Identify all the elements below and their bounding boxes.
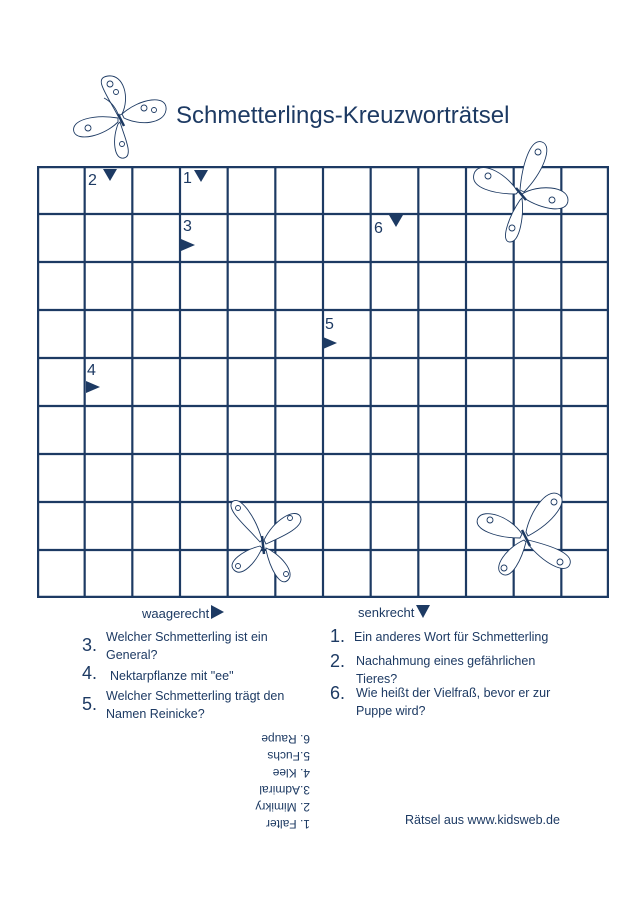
across-label: waagerecht xyxy=(142,606,210,621)
answer-item: 1. Falter xyxy=(265,817,310,831)
butterfly-illustration xyxy=(64,70,176,162)
clue-number: 2. xyxy=(330,651,346,671)
butterfly-illustration xyxy=(470,486,580,584)
answer-item: 2. Mimikry xyxy=(255,800,310,814)
answer-key xyxy=(240,728,310,832)
grid-number-3: 3 xyxy=(183,218,192,235)
across-clue-4 xyxy=(82,665,312,685)
down-clue-1 xyxy=(330,628,590,648)
clue-text: Nachahmung eines gefährlichen Tieres? xyxy=(356,654,536,686)
clue-number: 3. xyxy=(82,635,98,655)
clue-text: Welcher Schmetterling trägt den Namen Reinicke? xyxy=(106,689,285,721)
across-clue-3 xyxy=(82,628,312,664)
across-clue-5 xyxy=(82,687,312,723)
down-arrow-icon xyxy=(389,215,403,227)
grid-number-5: 5 xyxy=(325,316,334,333)
down-arrow-icon xyxy=(103,169,117,181)
answer-item: 6. Raupe xyxy=(261,732,310,746)
right-arrow-icon xyxy=(211,605,224,619)
across-heading xyxy=(142,605,224,621)
down-label: senkrecht xyxy=(358,605,415,620)
grid-number-6: 6 xyxy=(374,220,383,237)
clue-number: 1. xyxy=(330,626,346,646)
grid-number-4: 4 xyxy=(87,362,96,379)
right-arrow-icon xyxy=(181,239,195,251)
grid-number-2: 2 xyxy=(88,172,97,189)
clue-number: 4. xyxy=(82,663,98,683)
down-clue-6 xyxy=(330,684,590,720)
clue-number: 5. xyxy=(82,694,98,714)
butterfly-illustration xyxy=(222,496,306,590)
grid-number-1: 1 xyxy=(183,170,192,187)
right-arrow-icon xyxy=(323,337,337,349)
answer-item: 4. Klee xyxy=(272,766,310,780)
clue-number: 6. xyxy=(330,683,346,703)
answer-item: 5.Fuchs xyxy=(267,749,310,763)
down-clue-2 xyxy=(330,652,590,688)
clue-text: Welcher Schmetterling ist ein General? xyxy=(106,630,268,662)
source-credit: Rätsel aus www.kidsweb.de xyxy=(405,813,560,827)
clue-text: Nektarpflanze mit "ee" xyxy=(110,669,234,683)
butterfly-illustration xyxy=(468,130,576,254)
down-arrow-icon xyxy=(194,170,208,182)
clue-text: Ein anderes Wort für Schmetterling xyxy=(354,630,549,644)
page-title: Schmetterlings-Kreuzworträtsel xyxy=(176,102,510,129)
answer-item: 3.Admiral xyxy=(259,783,310,797)
clue-text: Wie heißt der Vielfraß, bevor er zur Puppe wird? xyxy=(356,686,551,718)
down-arrow-icon xyxy=(416,605,430,618)
right-arrow-icon xyxy=(86,381,100,393)
down-heading xyxy=(358,605,430,620)
